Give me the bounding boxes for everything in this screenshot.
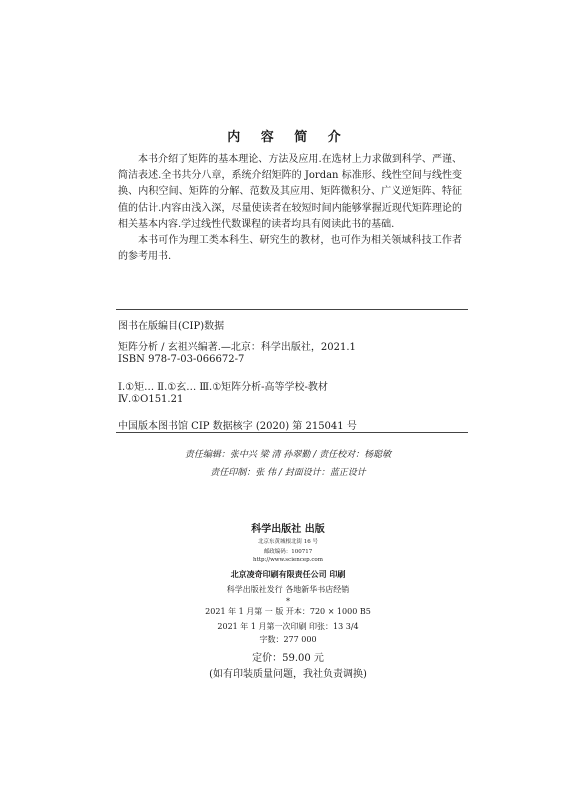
cip-classification: Ⅰ.①矩… Ⅱ.①玄… Ⅲ.①矩阵分析-高等学校-教材 (118, 382, 328, 393)
middle-divider (116, 432, 468, 433)
production-credits: 责任印制：张 伟 / 封面设计：蓝正设计 (210, 468, 366, 478)
cip-heading: 图书在版编目(CIP)数据 (118, 321, 225, 332)
cip-check-number: 中国版本图书馆 CIP 数据核字 (2020) 第 215041 号 (118, 421, 357, 432)
editor-credits: 责任编辑：张中兴 梁 清 孙翠勤 / 责任校对：杨聪敏 (184, 450, 392, 460)
cip-isbn: ISBN 978-7-03-066672-7 (118, 354, 245, 365)
publisher-address: 北京东黄城根北街 16 号 (258, 539, 318, 545)
summary-paragraph-1: 本书介绍了矩阵的基本理论、方法及应用.在选材上力求做到科学、严谨、简洁表述.全书共分八章，系统介绍矩阵的 Jordan 标准形、线性空间与线性变换、内积空间、矩阵的分解、范数及其应用、矩阵微积分、广义逆矩阵、特征值的估计.内容由浅入深，尽量使读者在较短时间内能够掌握近现代矩阵理论的相关基本内容.学过线性代数课程的读者均具有阅读此书的基础. (118, 154, 462, 230)
printing-info: 2021 年 1 月第一次印刷 印张：13 3/4 (217, 622, 359, 631)
printer-name: 北京凌奇印刷有限责任公司 印刷 (230, 569, 346, 579)
publisher-url: http://www.sciencep.com (253, 557, 323, 563)
summary-title: 内 容 简 介 (227, 130, 349, 145)
cip-classification-number: Ⅳ.①O151.21 (118, 394, 184, 405)
separator-star: * (286, 597, 290, 606)
summary-paragraph-2: 本书可作为理工类本科生、研究生的教材，也可作为相关领域科技工作者的参考用书. (118, 235, 462, 263)
top-divider (116, 309, 468, 310)
cip-title-line: 矩阵分析 / 玄祖兴编著.—北京：科学出版社，2021.1 (118, 342, 356, 353)
publisher-postcode: 邮政编码：100717 (263, 549, 313, 555)
distributor-info: 科学出版社发行 各地新华书店经销 (226, 585, 350, 594)
word-count: 字数：277 000 (259, 635, 317, 644)
publisher-name: 科学出版社 出版 (251, 524, 325, 535)
summary-body (118, 152, 462, 265)
price: 定价：59.00 元 (252, 653, 324, 664)
quality-note: (如有印装质量问题，我社负责调换) (209, 669, 367, 680)
edition-info: 2021 年 1 月第 一 版 开本：720 × 1000 B5 (205, 607, 371, 616)
